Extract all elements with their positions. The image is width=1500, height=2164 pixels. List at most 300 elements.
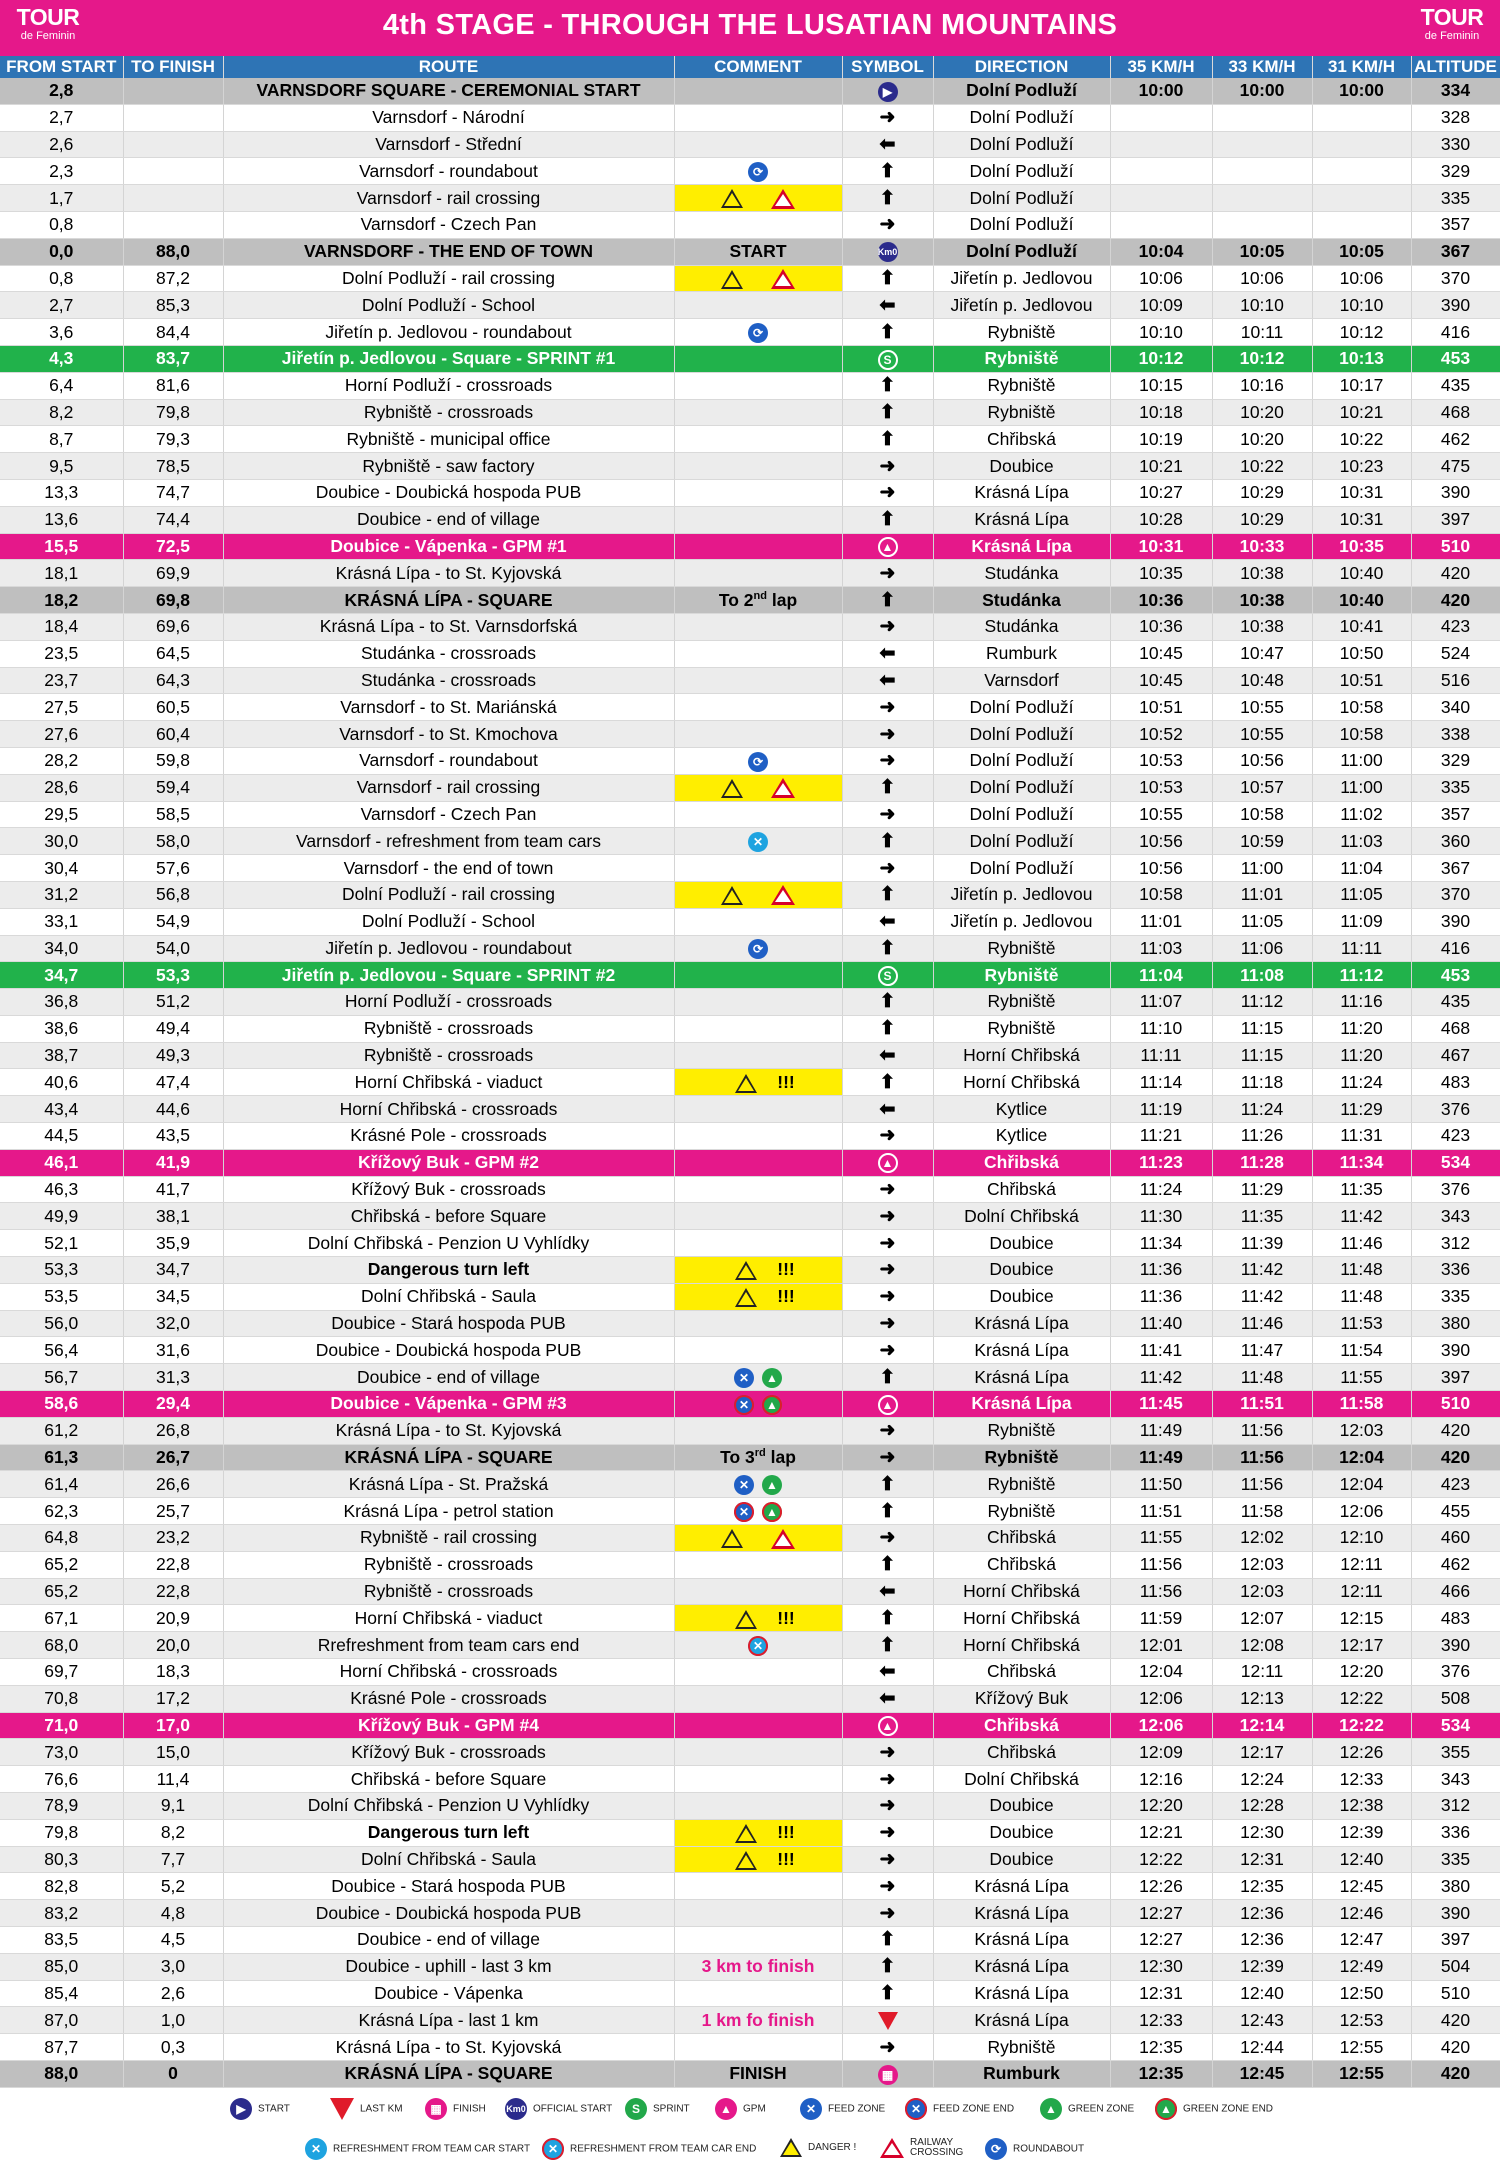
cell-route: Rybniště - crossroads	[223, 399, 674, 426]
cell-time-33: 10:22	[1212, 453, 1312, 480]
cell-symbol	[842, 1766, 933, 1793]
cell-time-31: 12:47	[1312, 1926, 1411, 1953]
cell-symbol	[842, 1712, 933, 1739]
legend-item	[1155, 2098, 1273, 2120]
cell-route: Varnsdorf - Národní	[223, 104, 674, 131]
cell-time-33: 10:57	[1212, 774, 1312, 801]
cell-from-start: 88,0	[0, 2060, 123, 2087]
cell-comment	[674, 1123, 842, 1150]
cell-direction: Rybniště	[933, 372, 1110, 399]
cell-to-finish: 32,0	[123, 1310, 223, 1337]
arrow-right-icon: ➜	[879, 1313, 896, 1335]
cell-comment	[674, 1069, 842, 1096]
cell-direction: Chřibská	[933, 1739, 1110, 1766]
cell-direction: Rybniště	[933, 935, 1110, 962]
cell-from-start: 13,3	[0, 479, 123, 506]
arrow-right-icon: ➜	[879, 482, 896, 504]
cell-altitude: 416	[1411, 935, 1500, 962]
cell-from-start: 65,2	[0, 1551, 123, 1578]
cell-symbol	[842, 1819, 933, 1846]
arrow-up-icon: ⬆	[879, 1366, 896, 1388]
cell-from-start: 15,5	[0, 533, 123, 560]
cell-direction: Rybniště	[933, 1417, 1110, 1444]
cell-route: Doubice - uphill - last 3 km	[223, 1953, 674, 1980]
cell-comment	[674, 1310, 842, 1337]
table-row	[0, 1766, 1500, 1793]
cell-from-start: 76,6	[0, 1766, 123, 1793]
cell-time-33: 12:11	[1212, 1659, 1312, 1686]
cell-altitude: 453	[1411, 962, 1500, 989]
cell-time-31: 12:33	[1312, 1766, 1411, 1793]
cell-symbol	[842, 935, 933, 962]
cell-comment	[674, 292, 842, 319]
table-row	[0, 2060, 1500, 2087]
cell-altitude: 423	[1411, 1471, 1500, 1498]
cell-route: Dolní Chřibská - Saula	[223, 1283, 674, 1310]
roundabout-icon: ⟳	[748, 939, 768, 959]
cell-time-33: 10:12	[1212, 345, 1312, 372]
cell-comment	[674, 1257, 842, 1284]
danger-icon	[780, 2138, 802, 2157]
cell-direction: Rumburk	[933, 640, 1110, 667]
cell-comment	[674, 319, 842, 346]
table-row	[0, 962, 1500, 989]
cell-comment	[674, 1149, 842, 1176]
cell-time-33: 11:56	[1212, 1417, 1312, 1444]
cell-time-31: 11:55	[1312, 1364, 1411, 1391]
cell-route: Krásná Lípa - to St. Kyjovská	[223, 2034, 674, 2061]
cell-route: Dolní Chřibská - Penzion U Vyhlídky	[223, 1793, 674, 1820]
table-row	[0, 1953, 1500, 1980]
cell-symbol	[842, 908, 933, 935]
cell-to-finish: 74,7	[123, 479, 223, 506]
cell-time-31: 11:42	[1312, 1203, 1411, 1230]
arrow-right-icon: ➜	[879, 723, 896, 745]
legend-item	[985, 2138, 1084, 2160]
cell-time-33: 10:58	[1212, 801, 1312, 828]
cell-from-start: 87,0	[0, 2007, 123, 2034]
cell-time-33: 12:45	[1212, 2060, 1312, 2087]
cell-comment	[674, 1659, 842, 1686]
danger-icon	[721, 886, 743, 905]
cell-time-33: 10:16	[1212, 372, 1312, 399]
cell-direction: Doubice	[933, 1819, 1110, 1846]
cell-to-finish: 17,0	[123, 1712, 223, 1739]
cell-to-finish: 26,8	[123, 1417, 223, 1444]
cell-comment	[674, 426, 842, 453]
cell-from-start: 56,0	[0, 1310, 123, 1337]
cell-altitude: 367	[1411, 238, 1500, 265]
cell-symbol	[842, 345, 933, 372]
cell-route: Varnsdorf - Czech Pan	[223, 801, 674, 828]
cell-to-finish	[123, 131, 223, 158]
cell-time-31: 12:46	[1312, 1900, 1411, 1927]
cell-time-35: 12:31	[1110, 1980, 1212, 2007]
cell-route: Horní Chřibská - crossroads	[223, 1659, 674, 1686]
cell-time-33: 12:30	[1212, 1819, 1312, 1846]
cell-from-start: 18,1	[0, 560, 123, 587]
cell-time-33	[1212, 104, 1312, 131]
comment-text: To 3rd lap	[720, 1447, 796, 1468]
cell-comment	[674, 1364, 842, 1391]
cell-time-31	[1312, 185, 1411, 212]
cell-direction: Kytlice	[933, 1096, 1110, 1123]
cell-route: Doubice - Doubická hospoda PUB	[223, 1337, 674, 1364]
cell-symbol	[842, 1685, 933, 1712]
table-row	[0, 345, 1500, 372]
cell-time-35: 12:20	[1110, 1793, 1212, 1820]
table-row	[0, 1551, 1500, 1578]
arrow-up-icon: ⬆	[879, 160, 896, 182]
cell-direction: Rybniště	[933, 399, 1110, 426]
table-row	[0, 1739, 1500, 1766]
cell-from-start: 18,2	[0, 587, 123, 614]
cell-from-start: 2,3	[0, 158, 123, 185]
comment-text: FINISH	[729, 2063, 787, 2084]
cell-comment	[674, 1926, 842, 1953]
cell-comment	[674, 962, 842, 989]
cell-to-finish: 87,2	[123, 265, 223, 292]
cell-time-31: 10:00	[1312, 78, 1411, 104]
cell-symbol	[842, 1391, 933, 1418]
cell-time-31: 12:39	[1312, 1819, 1411, 1846]
cell-to-finish: 3,0	[123, 1953, 223, 1980]
feed-zone-end-icon: ✕	[905, 2098, 927, 2120]
cell-direction: Chřibská	[933, 426, 1110, 453]
cell-time-35: 12:21	[1110, 1819, 1212, 1846]
cell-from-start: 0,0	[0, 238, 123, 265]
comment-text: !!!	[777, 1259, 795, 1280]
arrow-right-icon: ➜	[879, 1232, 896, 1254]
cell-altitude: 397	[1411, 506, 1500, 533]
cell-time-33: 10:20	[1212, 426, 1312, 453]
table-row	[0, 1257, 1500, 1284]
arrow-left-icon: ⬅	[879, 1688, 896, 1710]
table-row	[0, 1793, 1500, 1820]
cell-comment	[674, 1417, 842, 1444]
comment-text: 3 km to finish	[701, 1956, 815, 1977]
cell-to-finish: 72,5	[123, 533, 223, 560]
cell-time-33	[1212, 131, 1312, 158]
comment-text: !!!	[777, 1607, 795, 1628]
cell-time-31: 11:00	[1312, 774, 1411, 801]
cell-altitude: 420	[1411, 587, 1500, 614]
cell-altitude: 338	[1411, 721, 1500, 748]
cell-time-33: 10:59	[1212, 828, 1312, 855]
legend-item	[330, 2098, 403, 2120]
cell-route: Horní Podluží - crossroads	[223, 372, 674, 399]
cell-time-35: 11:19	[1110, 1096, 1212, 1123]
official-start-icon: Km0	[505, 2098, 527, 2120]
cell-to-finish: 44,6	[123, 1096, 223, 1123]
comment-text: START	[729, 241, 787, 262]
cell-symbol	[842, 694, 933, 721]
official-start-icon: Km0	[878, 242, 898, 262]
cell-altitude: 420	[1411, 1444, 1500, 1471]
cell-comment	[674, 1873, 842, 1900]
cell-comment	[674, 1578, 842, 1605]
cell-symbol	[842, 1471, 933, 1498]
cell-from-start: 65,2	[0, 1578, 123, 1605]
cell-time-31: 12:22	[1312, 1712, 1411, 1739]
feed-zone-end-icon: ✕	[734, 1395, 754, 1415]
table-row	[0, 292, 1500, 319]
cell-route: Křížový Buk - GPM #4	[223, 1712, 674, 1739]
feed-zone-icon: ✕	[734, 1475, 754, 1495]
cell-time-31: 10:05	[1312, 238, 1411, 265]
table-row	[0, 479, 1500, 506]
cell-route: Horní Chřibská - viaduct	[223, 1605, 674, 1632]
cell-from-start: 2,7	[0, 292, 123, 319]
arrow-up-icon: ⬆	[879, 937, 896, 959]
table-row	[0, 1926, 1500, 1953]
cell-comment	[674, 265, 842, 292]
cell-route: Horní Chřibská - crossroads	[223, 1096, 674, 1123]
cell-symbol	[842, 962, 933, 989]
cell-time-31: 11:04	[1312, 855, 1411, 882]
table-row	[0, 1123, 1500, 1150]
table-row	[0, 855, 1500, 882]
cell-to-finish: 41,9	[123, 1149, 223, 1176]
arrow-left-icon: ⬅	[879, 669, 896, 691]
cell-from-start: 58,6	[0, 1391, 123, 1418]
cell-comment	[674, 881, 842, 908]
cell-time-35: 12:09	[1110, 1739, 1212, 1766]
cell-to-finish: 69,6	[123, 613, 223, 640]
cell-comment	[674, 1498, 842, 1525]
cell-comment	[674, 1176, 842, 1203]
cell-from-start: 13,6	[0, 506, 123, 533]
cell-altitude: 370	[1411, 265, 1500, 292]
arrow-left-icon: ⬅	[879, 643, 896, 665]
cell-comment	[674, 613, 842, 640]
cell-route: Studánka - crossroads	[223, 667, 674, 694]
cell-symbol	[842, 158, 933, 185]
cell-comment	[674, 989, 842, 1016]
cell-symbol	[842, 1069, 933, 1096]
cell-to-finish: 8,2	[123, 1819, 223, 1846]
table-row	[0, 721, 1500, 748]
cell-time-33: 11:48	[1212, 1364, 1312, 1391]
cell-comment	[674, 1685, 842, 1712]
cell-from-start: 9,5	[0, 453, 123, 480]
cell-time-33: 10:11	[1212, 319, 1312, 346]
cell-direction: Dolní Podluží	[933, 828, 1110, 855]
cell-symbol	[842, 747, 933, 774]
cell-time-31: 11:09	[1312, 908, 1411, 935]
cell-direction: Doubice	[933, 1257, 1110, 1284]
cell-time-33: 10:55	[1212, 694, 1312, 721]
cell-altitude: 370	[1411, 881, 1500, 908]
cell-comment	[674, 1337, 842, 1364]
cell-to-finish: 31,6	[123, 1337, 223, 1364]
cell-time-33: 12:36	[1212, 1900, 1312, 1927]
cell-time-35: 12:33	[1110, 2007, 1212, 2034]
cell-time-35: 12:27	[1110, 1926, 1212, 1953]
table-row	[0, 801, 1500, 828]
cell-route: Varnsdorf - rail crossing	[223, 774, 674, 801]
cell-direction: Dolní Podluží	[933, 747, 1110, 774]
cell-altitude: 312	[1411, 1793, 1500, 1820]
cell-direction: Chřibská	[933, 1551, 1110, 1578]
arrow-up-icon: ⬆	[879, 1554, 896, 1576]
cell-to-finish: 25,7	[123, 1498, 223, 1525]
cell-from-start: 64,8	[0, 1525, 123, 1552]
cell-altitude: 416	[1411, 319, 1500, 346]
danger-icon	[735, 1261, 757, 1280]
cell-time-31: 12:04	[1312, 1471, 1411, 1498]
cell-time-31: 11:02	[1312, 801, 1411, 828]
table-row	[0, 1498, 1500, 1525]
cell-altitude: 420	[1411, 2034, 1500, 2061]
cell-comment	[674, 2007, 842, 2034]
cell-symbol	[842, 613, 933, 640]
cell-route: Doubice - end of village	[223, 1926, 674, 1953]
cell-route: Chřibská - before Square	[223, 1766, 674, 1793]
cell-altitude: 435	[1411, 989, 1500, 1016]
arrow-right-icon: ➜	[879, 1741, 896, 1763]
cell-time-35	[1110, 131, 1212, 158]
arrow-right-icon: ➜	[879, 1875, 896, 1897]
cell-to-finish: 54,9	[123, 908, 223, 935]
cell-direction: Rybniště	[933, 1444, 1110, 1471]
cell-symbol	[842, 1846, 933, 1873]
cell-altitude: 453	[1411, 345, 1500, 372]
cell-symbol	[842, 1096, 933, 1123]
cell-symbol	[842, 2034, 933, 2061]
table-row	[0, 828, 1500, 855]
cell-comment	[674, 1766, 842, 1793]
cell-route: Studánka - crossroads	[223, 640, 674, 667]
cell-direction: Dolní Podluží	[933, 211, 1110, 238]
table-row	[0, 319, 1500, 346]
cell-time-35: 11:56	[1110, 1578, 1212, 1605]
cell-comment	[674, 1391, 842, 1418]
cell-time-33: 11:15	[1212, 1042, 1312, 1069]
cell-comment	[674, 1444, 842, 1471]
cell-direction: Dolní Podluží	[933, 801, 1110, 828]
table-row	[0, 453, 1500, 480]
table-row	[0, 1283, 1500, 1310]
cell-comment	[674, 238, 842, 265]
cell-comment	[674, 1283, 842, 1310]
roundabout-icon: ⟳	[748, 752, 768, 772]
table-row	[0, 667, 1500, 694]
cell-time-33: 12:03	[1212, 1551, 1312, 1578]
cell-comment	[674, 1793, 842, 1820]
table-row	[0, 560, 1500, 587]
cell-from-start: 87,7	[0, 2034, 123, 2061]
col-35kmh: 35 KM/H	[1110, 56, 1212, 78]
cell-altitude: 397	[1411, 1364, 1500, 1391]
cell-direction: Dolní Podluží	[933, 104, 1110, 131]
cell-time-35: 12:35	[1110, 2034, 1212, 2061]
arrow-up-icon: ⬆	[879, 375, 896, 397]
cell-time-33: 11:51	[1212, 1391, 1312, 1418]
cell-time-35: 10:52	[1110, 721, 1212, 748]
cell-time-31: 12:49	[1312, 1953, 1411, 1980]
cell-direction: Dolní Podluží	[933, 238, 1110, 265]
table-row	[0, 1149, 1500, 1176]
cell-time-31: 12:17	[1312, 1632, 1411, 1659]
arrow-up-icon: ⬆	[879, 1607, 896, 1629]
cell-time-31: 11:48	[1312, 1283, 1411, 1310]
cell-symbol	[842, 399, 933, 426]
cell-route: Varnsdorf - to St. Mariánská	[223, 694, 674, 721]
cell-direction: Dolní Podluží	[933, 855, 1110, 882]
cell-comment	[674, 855, 842, 882]
cell-time-31: 11:20	[1312, 1042, 1411, 1069]
legend-label: FEED ZONE END	[933, 2103, 1015, 2115]
cell-time-33: 11:28	[1212, 1149, 1312, 1176]
cell-symbol	[842, 1203, 933, 1230]
cell-direction: Krásná Lípa	[933, 1310, 1110, 1337]
cell-from-start: 2,6	[0, 131, 123, 158]
cell-time-31: 11:20	[1312, 1015, 1411, 1042]
cell-time-33: 12:31	[1212, 1846, 1312, 1873]
cell-time-33: 11:01	[1212, 881, 1312, 908]
cell-time-33: 12:44	[1212, 2034, 1312, 2061]
cell-time-33: 11:47	[1212, 1337, 1312, 1364]
cell-to-finish: 38,1	[123, 1203, 223, 1230]
cell-time-33	[1212, 185, 1312, 212]
cell-comment	[674, 506, 842, 533]
cell-to-finish: 41,7	[123, 1176, 223, 1203]
cell-direction: Varnsdorf	[933, 667, 1110, 694]
arrow-right-icon: ➜	[879, 857, 896, 879]
cell-time-31: 10:50	[1312, 640, 1411, 667]
cell-comment	[674, 1712, 842, 1739]
cell-from-start: 70,8	[0, 1685, 123, 1712]
cell-time-31: 11:35	[1312, 1176, 1411, 1203]
cell-time-33: 11:05	[1212, 908, 1312, 935]
cell-time-35	[1110, 185, 1212, 212]
cell-from-start: 46,3	[0, 1176, 123, 1203]
cell-symbol	[842, 453, 933, 480]
cell-to-finish: 51,2	[123, 989, 223, 1016]
cell-time-33: 10:38	[1212, 613, 1312, 640]
cell-from-start: 23,7	[0, 667, 123, 694]
table-row	[0, 1471, 1500, 1498]
arrow-left-icon: ⬅	[879, 1098, 896, 1120]
cell-time-35: 11:42	[1110, 1364, 1212, 1391]
cell-direction: Horní Chřibská	[933, 1632, 1110, 1659]
feed-zone-icon: ✕	[800, 2098, 822, 2120]
cell-comment	[674, 1203, 842, 1230]
cell-from-start: 83,5	[0, 1926, 123, 1953]
cell-altitude: 420	[1411, 2060, 1500, 2087]
cell-time-35: 12:04	[1110, 1659, 1212, 1686]
table-row	[0, 158, 1500, 185]
cell-direction: Krásná Lípa	[933, 1364, 1110, 1391]
cell-direction: Rybniště	[933, 1015, 1110, 1042]
cell-from-start: 2,7	[0, 104, 123, 131]
table-row	[0, 1391, 1500, 1418]
cell-from-start: 61,2	[0, 1417, 123, 1444]
table-row	[0, 1364, 1500, 1391]
cell-route: Varnsdorf - Czech Pan	[223, 211, 674, 238]
cell-route: KRÁSNÁ LÍPA - SQUARE	[223, 2060, 674, 2087]
cell-time-35: 10:27	[1110, 479, 1212, 506]
cell-comment	[674, 747, 842, 774]
legend-label: GREEN ZONE	[1068, 2103, 1135, 2115]
cell-to-finish	[123, 104, 223, 131]
cell-time-31: 10:58	[1312, 721, 1411, 748]
cell-route: Jiřetín p. Jedlovou - roundabout	[223, 319, 674, 346]
table-row	[0, 1578, 1500, 1605]
cell-from-start: 8,7	[0, 426, 123, 453]
comment-text: 1 km fo finish	[701, 2009, 815, 2030]
